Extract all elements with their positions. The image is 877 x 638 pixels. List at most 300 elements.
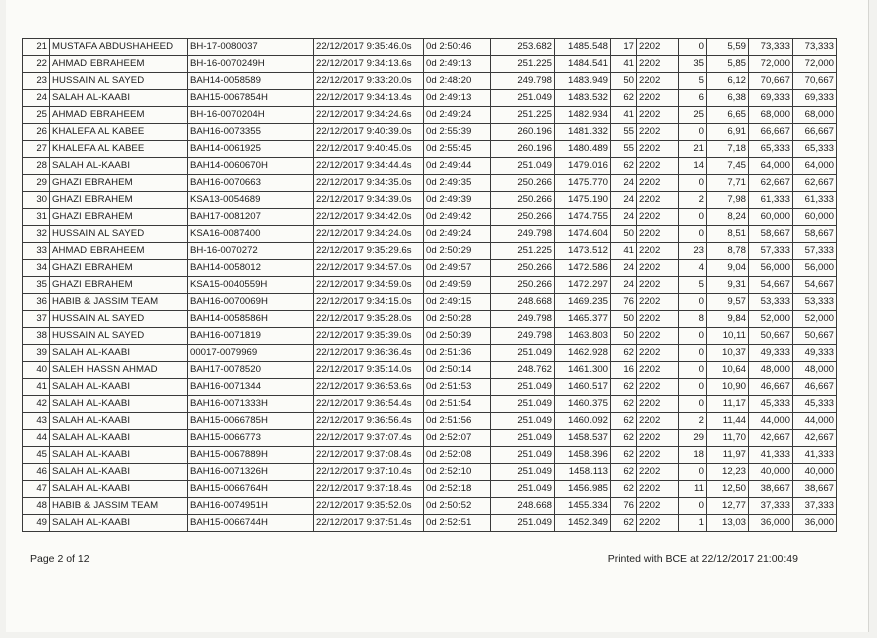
cell-basket: 62: [611, 481, 637, 498]
cell-points-b: 36,000: [793, 515, 837, 532]
cell-race-code: 2202: [637, 277, 679, 294]
cell-pct: 7,18: [707, 141, 749, 158]
cell-points-b: 61,333: [793, 192, 837, 209]
cell-rank: 26: [23, 124, 50, 141]
cell-speed: 1481.332: [555, 124, 611, 141]
cell-pct: 9,31: [707, 277, 749, 294]
cell-rank: 38: [23, 328, 50, 345]
cell-rank: 32: [23, 226, 50, 243]
cell-race-code: 2202: [637, 396, 679, 413]
cell-basket: 62: [611, 447, 637, 464]
cell-extra: 5: [679, 73, 707, 90]
cell-points-b: 60,000: [793, 209, 837, 226]
cell-ring-id: BAH14-0058586H: [188, 311, 314, 328]
cell-basket: 50: [611, 311, 637, 328]
cell-extra: 21: [679, 141, 707, 158]
cell-arrival-time: 22/12/2017 9:37:10.4s: [314, 464, 424, 481]
cell-rank: 41: [23, 379, 50, 396]
cell-extra: 18: [679, 447, 707, 464]
cell-flight-duration: 0d 2:55:45: [424, 141, 491, 158]
cell-arrival-time: 22/12/2017 9:36:36.4s: [314, 345, 424, 362]
cell-distance: 251.049: [491, 515, 555, 532]
cell-rank: 31: [23, 209, 50, 226]
cell-distance: 251.049: [491, 396, 555, 413]
cell-basket: 41: [611, 56, 637, 73]
table-row: [23, 294, 837, 311]
cell-flight-duration: 0d 2:51:36: [424, 345, 491, 362]
cell-ring-id: BAH14-0061925: [188, 141, 314, 158]
results-table-body: [23, 39, 837, 532]
cell-race-code: 2202: [637, 192, 679, 209]
cell-race-code: 2202: [637, 39, 679, 56]
cell-rank: 30: [23, 192, 50, 209]
cell-distance: 260.196: [491, 124, 555, 141]
cell-flight-duration: 0d 2:51:56: [424, 413, 491, 430]
cell-points-b: 69,333: [793, 90, 837, 107]
cell-race-code: 2202: [637, 311, 679, 328]
cell-name: SALAH AL-KAABI: [50, 464, 188, 481]
cell-basket: 17: [611, 39, 637, 56]
cell-points-a: 46,667: [749, 379, 793, 396]
cell-name: SALEH HASSN AHMAD: [50, 362, 188, 379]
cell-distance: 250.266: [491, 209, 555, 226]
cell-points-a: 42,667: [749, 430, 793, 447]
cell-distance: 250.266: [491, 175, 555, 192]
cell-pct: 5,59: [707, 39, 749, 56]
cell-pct: 7,45: [707, 158, 749, 175]
cell-speed: 1456.985: [555, 481, 611, 498]
cell-race-code: 2202: [637, 158, 679, 175]
cell-extra: 0: [679, 175, 707, 192]
cell-points-a: 64,000: [749, 158, 793, 175]
table-row: [23, 73, 837, 90]
cell-speed: 1460.375: [555, 396, 611, 413]
cell-ring-id: BAH14-0058012: [188, 260, 314, 277]
document-page: [6, 0, 869, 632]
page-number: Page 2 of 12: [30, 553, 90, 565]
cell-rank: 40: [23, 362, 50, 379]
cell-basket: 41: [611, 107, 637, 124]
table-row: [23, 243, 837, 260]
cell-name: GHAZI EBRAHEM: [50, 192, 188, 209]
cell-ring-id: BAH15-0067889H: [188, 447, 314, 464]
cell-flight-duration: 0d 2:49:42: [424, 209, 491, 226]
cell-points-a: 69,333: [749, 90, 793, 107]
cell-distance: 251.049: [491, 430, 555, 447]
cell-distance: 251.049: [491, 413, 555, 430]
cell-race-code: 2202: [637, 56, 679, 73]
cell-extra: 11: [679, 481, 707, 498]
cell-extra: 0: [679, 379, 707, 396]
cell-points-a: 36,000: [749, 515, 793, 532]
cell-distance: 251.049: [491, 481, 555, 498]
cell-flight-duration: 0d 2:51:54: [424, 396, 491, 413]
table-row: [23, 464, 837, 481]
cell-basket: 55: [611, 141, 637, 158]
table-row: [23, 447, 837, 464]
cell-name: SALAH AL-KAABI: [50, 515, 188, 532]
cell-name: SALAH AL-KAABI: [50, 379, 188, 396]
cell-points-b: 49,333: [793, 345, 837, 362]
cell-ring-id: BAH17-0078520: [188, 362, 314, 379]
cell-basket: 62: [611, 430, 637, 447]
cell-points-a: 72,000: [749, 56, 793, 73]
cell-pct: 12,77: [707, 498, 749, 515]
table-row: [23, 39, 837, 56]
cell-arrival-time: 22/12/2017 9:34:35.0s: [314, 175, 424, 192]
cell-basket: 24: [611, 175, 637, 192]
cell-name: SALAH AL-KAABI: [50, 396, 188, 413]
table-row: [23, 515, 837, 532]
cell-arrival-time: 22/12/2017 9:35:14.0s: [314, 362, 424, 379]
cell-name: AHMAD EBRAHEEM: [50, 56, 188, 73]
cell-race-code: 2202: [637, 447, 679, 464]
cell-ring-id: 00017-0079969: [188, 345, 314, 362]
cell-speed: 1452.349: [555, 515, 611, 532]
cell-basket: 62: [611, 464, 637, 481]
cell-points-b: 44,000: [793, 413, 837, 430]
cell-race-code: 2202: [637, 107, 679, 124]
cell-basket: 62: [611, 90, 637, 107]
cell-race-code: 2202: [637, 413, 679, 430]
cell-extra: 0: [679, 345, 707, 362]
cell-basket: 62: [611, 379, 637, 396]
cell-flight-duration: 0d 2:49:24: [424, 107, 491, 124]
cell-ring-id: BAH15-0066744H: [188, 515, 314, 532]
cell-speed: 1483.532: [555, 90, 611, 107]
cell-basket: 62: [611, 158, 637, 175]
cell-name: SALAH AL-KAABI: [50, 90, 188, 107]
cell-flight-duration: 0d 2:52:18: [424, 481, 491, 498]
cell-extra: 0: [679, 464, 707, 481]
cell-points-a: 62,667: [749, 175, 793, 192]
cell-arrival-time: 22/12/2017 9:34:13.6s: [314, 56, 424, 73]
table-row: [23, 345, 837, 362]
cell-distance: 249.798: [491, 226, 555, 243]
cell-rank: 24: [23, 90, 50, 107]
cell-distance: 248.668: [491, 498, 555, 515]
cell-race-code: 2202: [637, 515, 679, 532]
cell-arrival-time: 22/12/2017 9:36:53.6s: [314, 379, 424, 396]
cell-speed: 1482.934: [555, 107, 611, 124]
cell-ring-id: BAH16-0071344: [188, 379, 314, 396]
cell-points-b: 58,667: [793, 226, 837, 243]
cell-points-b: 40,000: [793, 464, 837, 481]
cell-points-a: 60,000: [749, 209, 793, 226]
cell-ring-id: BAH15-0067854H: [188, 90, 314, 107]
cell-extra: 0: [679, 328, 707, 345]
cell-speed: 1480.489: [555, 141, 611, 158]
cell-basket: 16: [611, 362, 637, 379]
cell-points-b: 42,667: [793, 430, 837, 447]
cell-points-a: 40,000: [749, 464, 793, 481]
cell-pct: 8,24: [707, 209, 749, 226]
cell-flight-duration: 0d 2:49:39: [424, 192, 491, 209]
cell-distance: 251.049: [491, 158, 555, 175]
cell-pct: 8,78: [707, 243, 749, 260]
cell-distance: 253.682: [491, 39, 555, 56]
cell-points-b: 57,333: [793, 243, 837, 260]
cell-speed: 1479.016: [555, 158, 611, 175]
cell-points-a: 66,667: [749, 124, 793, 141]
cell-extra: 8: [679, 311, 707, 328]
cell-distance: 250.266: [491, 192, 555, 209]
cell-ring-id: BAH16-0070663: [188, 175, 314, 192]
cell-flight-duration: 0d 2:50:52: [424, 498, 491, 515]
cell-flight-duration: 0d 2:50:28: [424, 311, 491, 328]
cell-arrival-time: 22/12/2017 9:34:15.0s: [314, 294, 424, 311]
cell-race-code: 2202: [637, 498, 679, 515]
cell-arrival-time: 22/12/2017 9:34:44.4s: [314, 158, 424, 175]
cell-rank: 46: [23, 464, 50, 481]
cell-extra: 5: [679, 277, 707, 294]
cell-points-a: 53,333: [749, 294, 793, 311]
cell-rank: 42: [23, 396, 50, 413]
cell-points-a: 58,667: [749, 226, 793, 243]
cell-speed: 1458.396: [555, 447, 611, 464]
cell-rank: 34: [23, 260, 50, 277]
cell-rank: 47: [23, 481, 50, 498]
cell-ring-id: BH-16-0070272: [188, 243, 314, 260]
cell-name: HUSSAIN AL SAYED: [50, 328, 188, 345]
cell-basket: 55: [611, 124, 637, 141]
cell-speed: 1460.092: [555, 413, 611, 430]
cell-flight-duration: 0d 2:50:29: [424, 243, 491, 260]
cell-arrival-time: 22/12/2017 9:35:28.0s: [314, 311, 424, 328]
cell-ring-id: KSA15-0040559H: [188, 277, 314, 294]
cell-pct: 6,91: [707, 124, 749, 141]
cell-pct: 11,97: [707, 447, 749, 464]
cell-arrival-time: 22/12/2017 9:40:39.0s: [314, 124, 424, 141]
cell-arrival-time: 22/12/2017 9:37:07.4s: [314, 430, 424, 447]
cell-flight-duration: 0d 2:49:13: [424, 56, 491, 73]
cell-extra: 1: [679, 515, 707, 532]
cell-flight-duration: 0d 2:50:14: [424, 362, 491, 379]
cell-speed: 1474.604: [555, 226, 611, 243]
cell-speed: 1474.755: [555, 209, 611, 226]
table-row: [23, 481, 837, 498]
cell-points-b: 50,667: [793, 328, 837, 345]
cell-rank: 23: [23, 73, 50, 90]
cell-flight-duration: 0d 2:52:08: [424, 447, 491, 464]
cell-name: GHAZI EBRAHEM: [50, 260, 188, 277]
cell-basket: 24: [611, 277, 637, 294]
table-row: [23, 90, 837, 107]
cell-name: KHALEFA AL KABEE: [50, 124, 188, 141]
cell-distance: 249.798: [491, 73, 555, 90]
cell-race-code: 2202: [637, 141, 679, 158]
cell-race-code: 2202: [637, 124, 679, 141]
cell-distance: 251.049: [491, 464, 555, 481]
cell-arrival-time: 22/12/2017 9:35:46.0s: [314, 39, 424, 56]
cell-ring-id: BAH16-0071819: [188, 328, 314, 345]
cell-basket: 76: [611, 498, 637, 515]
table-row: [23, 141, 837, 158]
cell-race-code: 2202: [637, 430, 679, 447]
cell-basket: 76: [611, 294, 637, 311]
cell-race-code: 2202: [637, 328, 679, 345]
cell-flight-duration: 0d 2:51:53: [424, 379, 491, 396]
cell-rank: 29: [23, 175, 50, 192]
cell-name: SALAH AL-KAABI: [50, 430, 188, 447]
cell-flight-duration: 0d 2:50:46: [424, 39, 491, 56]
table-row: [23, 379, 837, 396]
cell-pct: 9,84: [707, 311, 749, 328]
table-row: [23, 311, 837, 328]
cell-pct: 13,03: [707, 515, 749, 532]
cell-points-b: 45,333: [793, 396, 837, 413]
cell-arrival-time: 22/12/2017 9:34:59.0s: [314, 277, 424, 294]
cell-name: MUSTAFA ABDUSHAHEED: [50, 39, 188, 56]
cell-arrival-time: 22/12/2017 9:37:18.4s: [314, 481, 424, 498]
cell-extra: 29: [679, 430, 707, 447]
cell-ring-id: BAH16-0070069H: [188, 294, 314, 311]
cell-ring-id: BAH14-0058589: [188, 73, 314, 90]
cell-points-b: 62,667: [793, 175, 837, 192]
cell-speed: 1475.770: [555, 175, 611, 192]
cell-flight-duration: 0d 2:50:39: [424, 328, 491, 345]
cell-ring-id: KSA13-0054689: [188, 192, 314, 209]
table-row: [23, 192, 837, 209]
cell-flight-duration: 0d 2:49:57: [424, 260, 491, 277]
cell-flight-duration: 0d 2:48:20: [424, 73, 491, 90]
cell-speed: 1455.334: [555, 498, 611, 515]
cell-speed: 1469.235: [555, 294, 611, 311]
cell-name: HUSSAIN AL SAYED: [50, 226, 188, 243]
cell-speed: 1473.512: [555, 243, 611, 260]
cell-name: SALAH AL-KAABI: [50, 413, 188, 430]
cell-basket: 62: [611, 413, 637, 430]
cell-pct: 11,70: [707, 430, 749, 447]
cell-distance: 251.049: [491, 379, 555, 396]
cell-rank: 22: [23, 56, 50, 73]
cell-pct: 10,64: [707, 362, 749, 379]
cell-name: SALAH AL-KAABI: [50, 447, 188, 464]
cell-arrival-time: 22/12/2017 9:40:45.0s: [314, 141, 424, 158]
cell-race-code: 2202: [637, 209, 679, 226]
cell-points-b: 38,667: [793, 481, 837, 498]
cell-rank: 48: [23, 498, 50, 515]
cell-flight-duration: 0d 2:55:39: [424, 124, 491, 141]
cell-flight-duration: 0d 2:52:10: [424, 464, 491, 481]
cell-pct: 7,71: [707, 175, 749, 192]
cell-points-a: 44,000: [749, 413, 793, 430]
cell-extra: 0: [679, 124, 707, 141]
cell-speed: 1458.113: [555, 464, 611, 481]
cell-flight-duration: 0d 2:52:07: [424, 430, 491, 447]
cell-speed: 1475.190: [555, 192, 611, 209]
cell-arrival-time: 22/12/2017 9:34:24.6s: [314, 107, 424, 124]
cell-name: KHALEFA AL KABEE: [50, 141, 188, 158]
table-row: [23, 56, 837, 73]
cell-ring-id: BAH16-0071333H: [188, 396, 314, 413]
cell-points-b: 48,000: [793, 362, 837, 379]
cell-arrival-time: 22/12/2017 9:35:52.0s: [314, 498, 424, 515]
cell-rank: 27: [23, 141, 50, 158]
cell-extra: 0: [679, 294, 707, 311]
cell-distance: 260.196: [491, 141, 555, 158]
cell-pct: 9,57: [707, 294, 749, 311]
cell-points-b: 64,000: [793, 158, 837, 175]
cell-points-b: 46,667: [793, 379, 837, 396]
table-row: [23, 362, 837, 379]
cell-rank: 44: [23, 430, 50, 447]
cell-basket: 62: [611, 396, 637, 413]
cell-ring-id: BAH15-0066773: [188, 430, 314, 447]
cell-arrival-time: 22/12/2017 9:34:57.0s: [314, 260, 424, 277]
cell-points-b: 52,000: [793, 311, 837, 328]
cell-extra: 2: [679, 192, 707, 209]
cell-pct: 12,50: [707, 481, 749, 498]
cell-extra: 0: [679, 396, 707, 413]
cell-distance: 248.668: [491, 294, 555, 311]
cell-distance: 250.266: [491, 277, 555, 294]
cell-extra: 0: [679, 226, 707, 243]
cell-arrival-time: 22/12/2017 9:34:39.0s: [314, 192, 424, 209]
cell-speed: 1483.949: [555, 73, 611, 90]
cell-name: GHAZI EBRAHEM: [50, 277, 188, 294]
cell-points-a: 45,333: [749, 396, 793, 413]
printed-timestamp: Printed with BCE at 22/12/2017 21:00:49: [607, 553, 798, 565]
cell-points-b: 37,333: [793, 498, 837, 515]
cell-rank: 35: [23, 277, 50, 294]
cell-extra: 35: [679, 56, 707, 73]
cell-rank: 36: [23, 294, 50, 311]
cell-points-b: 72,000: [793, 56, 837, 73]
cell-flight-duration: 0d 2:52:51: [424, 515, 491, 532]
cell-ring-id: BAH15-0066764H: [188, 481, 314, 498]
cell-race-code: 2202: [637, 260, 679, 277]
cell-basket: 24: [611, 209, 637, 226]
table-row: [23, 413, 837, 430]
cell-name: HABIB & JASSIM TEAM: [50, 498, 188, 515]
cell-extra: 0: [679, 209, 707, 226]
cell-pct: 6,38: [707, 90, 749, 107]
cell-arrival-time: 22/12/2017 9:36:54.4s: [314, 396, 424, 413]
cell-points-a: 38,667: [749, 481, 793, 498]
cell-speed: 1460.517: [555, 379, 611, 396]
cell-name: HUSSAIN AL SAYED: [50, 311, 188, 328]
cell-pct: 8,51: [707, 226, 749, 243]
cell-points-a: 37,333: [749, 498, 793, 515]
cell-points-a: 61,333: [749, 192, 793, 209]
cell-points-b: 65,333: [793, 141, 837, 158]
cell-arrival-time: 22/12/2017 9:34:13.4s: [314, 90, 424, 107]
cell-extra: 0: [679, 39, 707, 56]
table-row: [23, 107, 837, 124]
cell-rank: 49: [23, 515, 50, 532]
cell-points-a: 56,000: [749, 260, 793, 277]
cell-distance: 249.798: [491, 311, 555, 328]
cell-race-code: 2202: [637, 243, 679, 260]
table-row: [23, 124, 837, 141]
cell-points-b: 41,333: [793, 447, 837, 464]
cell-distance: 251.225: [491, 107, 555, 124]
table-row: [23, 430, 837, 447]
cell-points-b: 53,333: [793, 294, 837, 311]
cell-distance: 250.266: [491, 260, 555, 277]
cell-speed: 1461.300: [555, 362, 611, 379]
cell-speed: 1472.297: [555, 277, 611, 294]
cell-arrival-time: 22/12/2017 9:36:56.4s: [314, 413, 424, 430]
cell-basket: 50: [611, 73, 637, 90]
cell-race-code: 2202: [637, 464, 679, 481]
cell-race-code: 2202: [637, 481, 679, 498]
cell-ring-id: BAH14-0060670H: [188, 158, 314, 175]
cell-extra: 4: [679, 260, 707, 277]
table-row: [23, 158, 837, 175]
cell-arrival-time: 22/12/2017 9:34:24.0s: [314, 226, 424, 243]
